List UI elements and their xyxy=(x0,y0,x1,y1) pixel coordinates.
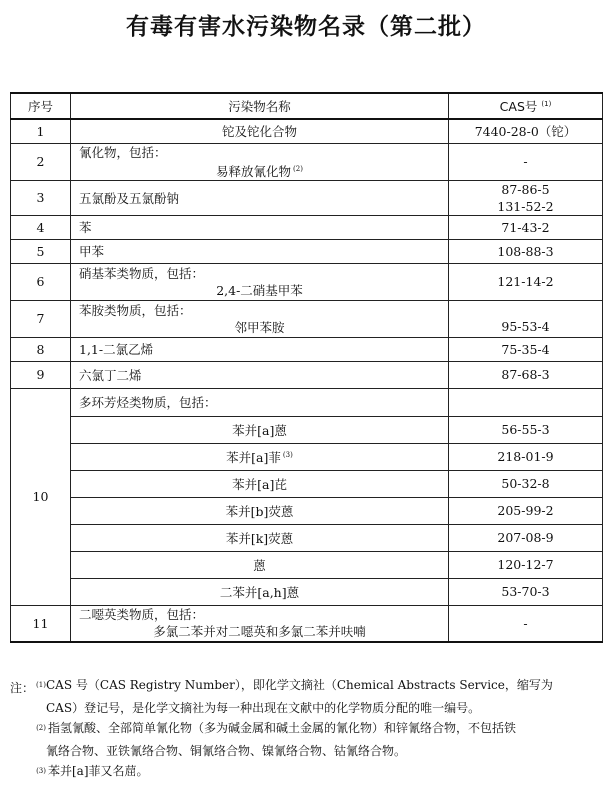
cas-number: - xyxy=(449,605,603,642)
table-row xyxy=(11,337,603,361)
footnote-mark: (2) xyxy=(293,164,303,173)
cas-number: 218-01-9 xyxy=(449,443,603,470)
table-row xyxy=(11,143,603,180)
table-row xyxy=(11,361,603,388)
pollutant-subitem: 苯并[a]蒽 xyxy=(71,416,449,443)
table-row xyxy=(11,470,603,497)
pollutant-subitem: 苯并[k]荧蒽 xyxy=(71,524,449,551)
pollutant-subitem: 多氯二苯并对二噁英和多氯二苯并呋喃 xyxy=(153,624,366,640)
table-row xyxy=(11,239,603,263)
row-number: 5 xyxy=(11,239,71,263)
cas-number: - xyxy=(449,143,603,180)
cas-number: 207-08-9 xyxy=(449,524,603,551)
cas-number: 56-55-3 xyxy=(449,416,603,443)
footnote-prefix xyxy=(10,718,48,741)
row-number: 8 xyxy=(11,337,71,361)
cas-number: 71-43-2 xyxy=(449,215,603,239)
header-no: 序号 xyxy=(11,93,71,119)
row-number: 9 xyxy=(11,361,71,388)
table-row xyxy=(11,443,603,470)
pollutant-subitem: 苯并[a]芘 xyxy=(71,470,449,497)
header-cas xyxy=(449,93,603,119)
row-number: 1 xyxy=(11,119,71,143)
footnotes xyxy=(10,675,606,784)
table-row xyxy=(11,119,603,143)
pollutant-subitem: 邻甲苯胺 xyxy=(234,319,285,335)
pollutant-group: 硝基苯类物质，包括： xyxy=(79,265,205,281)
table-row xyxy=(11,416,603,443)
pollutant-name xyxy=(71,300,449,337)
footnote-1 xyxy=(10,675,606,698)
table-row xyxy=(11,497,603,524)
pollutant-name: 六氯丁二烯 xyxy=(71,361,449,388)
table-header-row xyxy=(11,93,603,119)
row-number: 4 xyxy=(11,215,71,239)
cas-number: 108-88-3 xyxy=(449,239,603,263)
pollutant-name: 甲苯 xyxy=(71,239,449,263)
footnote-prefix xyxy=(10,761,48,784)
header-cas-footnote: (1) xyxy=(541,99,552,108)
row-number: 3 xyxy=(11,180,71,215)
footnote-text: 指氢氰酸、全部简单氰化物（多为碱金属和碱土金属的氰化物）和锌氰络合物，不包括铁 xyxy=(48,721,517,735)
table-row xyxy=(11,180,603,215)
footnote-mark: (3) xyxy=(36,767,46,775)
pollutant-subitem: 2,4-二硝基甲苯 xyxy=(216,282,303,298)
pollutant-name: 铊及铊化合物 xyxy=(71,119,449,143)
cas-number-1: 87-86-5 xyxy=(501,181,550,197)
table-row xyxy=(11,524,603,551)
pollutant-name xyxy=(71,263,449,300)
table-row xyxy=(11,551,603,578)
cas-number: 75-35-4 xyxy=(449,337,603,361)
pollutant-group: 氰化物，包括： xyxy=(79,144,167,160)
footnote-prefix xyxy=(10,675,46,698)
table-row xyxy=(11,215,603,239)
pollutant-group: 多环芳烃类物质，包括： xyxy=(71,388,449,416)
footnote-mark: (3) xyxy=(282,450,293,459)
table-row xyxy=(11,605,603,642)
table-row xyxy=(11,300,603,337)
row-number: 11 xyxy=(11,605,71,642)
footnote-text: CAS 号（CAS Registry Number），即化学文摘社（Chemical Abstracts Service，缩写为 xyxy=(46,678,553,692)
footnote-3 xyxy=(10,761,606,784)
row-number: 7 xyxy=(11,300,71,337)
row-number: 6 xyxy=(11,263,71,300)
pollutant-table xyxy=(10,92,603,643)
footnote-mark: (2) xyxy=(36,724,46,732)
footnote-mark: (1) xyxy=(36,681,46,689)
page-title: 有毒有害水污染物名录（第二批） xyxy=(126,14,486,40)
pollutant-subitem: 蒽 xyxy=(71,551,449,578)
pollutant-subitem: 二苯并[a,h]蒽 xyxy=(71,578,449,605)
notes-label: 注： xyxy=(10,681,35,695)
cas-number xyxy=(449,180,603,215)
table-row xyxy=(11,388,603,416)
pollutant-subitem xyxy=(71,443,449,470)
pollutant-group: 苯胺类物质，包括： xyxy=(79,302,192,318)
subitem-label: 易释放氰化物 xyxy=(216,163,292,179)
pollutant-subitem: 苯并[b]荧蒽 xyxy=(71,497,449,524)
cas-number xyxy=(449,388,603,416)
pollutant-name xyxy=(71,605,449,642)
subitem-label: 苯并[a]菲 xyxy=(226,449,281,465)
table-row xyxy=(11,263,603,300)
table-row xyxy=(11,578,603,605)
row-number: 2 xyxy=(11,143,71,180)
cas-number: 95-53-4 xyxy=(449,300,603,337)
cas-number: 121-14-2 xyxy=(449,263,603,300)
footnote-2 xyxy=(10,718,606,741)
cas-number: 87-68-3 xyxy=(449,361,603,388)
cas-number: 120-12-7 xyxy=(449,551,603,578)
pollutant-subitem xyxy=(79,161,440,180)
cas-number: 205-99-2 xyxy=(449,497,603,524)
pollutant-name: 苯 xyxy=(71,215,449,239)
cas-number: 50-32-8 xyxy=(449,470,603,497)
footnote-2-continued: 氰络合物、亚铁氰络合物、铜氰络合物、镍氰络合物、钴氰络合物。 xyxy=(46,744,407,758)
cas-number: 7440-28-0（铊） xyxy=(449,119,603,143)
footnote-1-continued: CAS）登记号，是化学文摘社为每一种出现在文献中的化学物质分配的唯一编号。 xyxy=(46,701,481,715)
cas-number-2: 131-52-2 xyxy=(497,198,554,214)
cas-number: 53-70-3 xyxy=(449,578,603,605)
header-cas-label: CAS号 xyxy=(499,99,538,114)
footnote-text: 苯并[a]菲又名䓛。 xyxy=(48,764,149,778)
row-number: 10 xyxy=(11,388,71,605)
pollutant-name: 五氯酚及五氯酚钠 xyxy=(71,180,449,215)
pollutant-name: 1,1-二氯乙烯 xyxy=(71,337,449,361)
pollutant-name xyxy=(71,143,449,180)
pollutant-group: 二噁英类物质，包括： xyxy=(79,607,205,623)
header-name: 污染物名称 xyxy=(71,93,449,119)
